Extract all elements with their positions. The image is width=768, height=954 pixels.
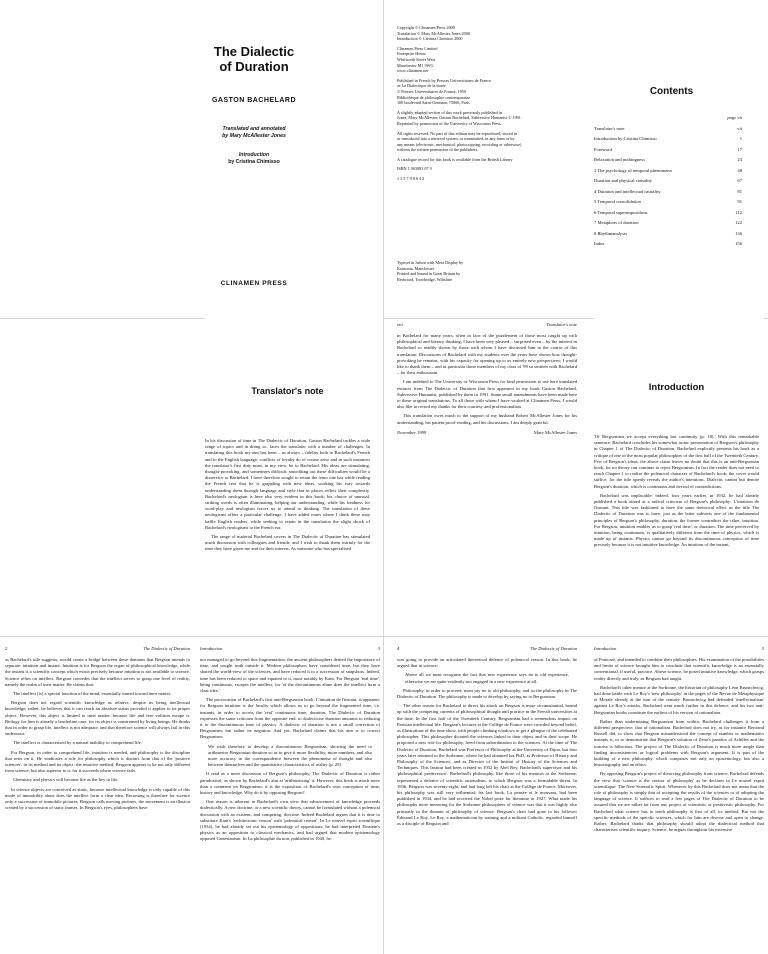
translated-line1: Translated and annotated: [222, 126, 286, 132]
running-head-left: 2: [5, 646, 8, 651]
toc-entry[interactable]: [594, 155, 742, 166]
contents-page: [594, 0, 764, 318]
body-paragraph: In science objects are conceived as static, because intellectual knowledge is only capable of this mode of immobility alone does the intellect form a clear idea. Becoming is therefore for science only a succession of immobile pictures. Bergson calls moving pictures, the movement is an illusion created by a succession of static frames. In Bergson's eyes, philosophers have: [5, 786, 190, 811]
body-paragraph: as Bachelard's title suggests, would create a bridge between these domains that Bergson intends to separate: intuition and instant. Intuition is for Bergson the organ of philosophical knowledge, while the instant is a scientific concept which exists precisely because intuition is not available to science. Science relies on intellect. Bergson concedes that the intellect serves to grasp one level of reality, namely the realm of inert matter. He claims that:: [5, 657, 190, 687]
block-quote: The intellect [is] a special function of the mind, essentially turned toward inert matter.: [13, 691, 172, 697]
toc-entry[interactable]: [594, 134, 742, 145]
contents-list: [594, 113, 742, 250]
toc-entry[interactable]: [594, 187, 742, 198]
copyright-line: © Presses Universitaires de France, 1950: [397, 88, 467, 94]
body-paragraph: One reason is inherent in Bachelard's own view that advancement of knowledge proceeds dialectically. A new doctrine, or a new scientific theory, cannot be formulated without a polemical discussion with an existent, and competing, doctrine. Indeed Bachelard argues that it is time to substitute Kant's 'architectonic reason' with 'polemical reason'. In Le nouvel esprit scientifique (1934), he had already set out his epistemology of oppositions: he had interpreted Einstein's physics as an opposition to classical mechanics, and had argued that modern epistemology opposed Cartesianism. In La philosophie du non, published in 1940, he: [200, 799, 380, 842]
copyright-line: Translation © Mary McAllester Jones 2000: [397, 30, 470, 36]
running-head: [594, 646, 764, 651]
running-head-right: 5: [761, 646, 764, 651]
translators-note-heading: Translator's note: [251, 386, 324, 396]
copyright-line: as La Dialectique de la durée: [397, 83, 446, 89]
toc-entry-page: 1: [739, 136, 742, 141]
translators-note-cont-body: [397, 333, 577, 436]
block-quote: Above all we must recognise the fact that new experience says no to old experience, otherwise we are quite evidently not engaged in a new experience at all.: [405, 672, 569, 684]
copyright-line: Copyright © Clinamen Press 2000: [397, 25, 455, 30]
toc-entry-page: 91: [737, 199, 742, 204]
toc-entry-label: Duration and physical causality: [594, 178, 653, 183]
toc-entry-page: 81: [737, 188, 742, 194]
page-body: [594, 657, 764, 945]
block-quote: Chemistry and physics will become life as the key to life.: [13, 777, 119, 783]
body-paragraph: The provocation of Bachelard's first anti-Bergsonian book, L'intuition de l'instant, is apparent: for Bergson intuition is the faculty which allows us to go beyond the fragmented time, i.e. instants, in order to access the 'real' continuous time, duration. The Dialectic of Duration expresses the same criticism from the opposite end: to dialecticise duration amounts to reducing it to the discontinuous time of physics. A dialectic of duration is not a small correction of Bergsonism, but rather its negation. And yet, Bachelard claims that his aim is to correct Bergsonism:: [200, 697, 380, 740]
printer-line: Koinonia, Manchester: [397, 265, 435, 271]
toc-entry-page: 17: [737, 146, 742, 152]
copyright-line: Enterprise House: [397, 51, 426, 57]
copyright-lines: [397, 25, 577, 182]
toc-entry-label: Index: [594, 241, 605, 246]
copyright-line: www.clinamen.net: [397, 68, 429, 74]
toc-entry-label: 6 Temporal superimpositions: [594, 209, 648, 215]
running-head-right: The Dialectic of Duration: [143, 646, 190, 651]
copyright-line: 108 boulevard Saint-Germain, 75006, Paris: [397, 100, 470, 106]
copyright-line: Whitworth Street West: [397, 56, 436, 62]
introduction-credit: [190, 152, 318, 166]
toc-entry-page: 23: [737, 157, 742, 162]
copyright-line: Clinamen Press Limited: [397, 45, 438, 51]
toc-entry-label: Introduction by Cristina Chimisso: [594, 136, 657, 141]
copyright-page: [397, 25, 577, 315]
running-head-left: viii: [397, 322, 403, 327]
toc-entry-label: 7 Metaphors of duration: [594, 220, 639, 225]
introduction-heading: Introduction: [648, 382, 705, 393]
toc-entry[interactable]: [594, 124, 742, 135]
toc-entry[interactable]: [594, 145, 742, 156]
printer-credit: [397, 260, 463, 282]
toc-entry-label: 5 Temporal consolidation: [594, 199, 641, 204]
toc-entry-page: 136: [735, 230, 742, 236]
text-page-3: [200, 646, 380, 948]
toc-entry[interactable]: [594, 208, 742, 219]
translators-note-page: [205, 318, 383, 636]
toc-entry-label: 4 Duration and intellectual causality: [594, 188, 661, 194]
author-name: GASTON BACHELARD: [211, 97, 297, 104]
note-cont-paragraph: This translation owes much to the support of my husband Robert McAllester Jones for his understanding, his patient proof-reading, and his discussions, I am deeply grateful.: [397, 413, 577, 425]
toc-entry-page: 67: [737, 178, 742, 183]
body-paragraph: Bergson does not regard scientific knowledge as relative, despite its being intellectual knowledge; rather, he believes that it can reach an absolute status provided it applies to its proper object. However, this object is limited to inert matter, because life and free volition escape it. Biology for him is already a borderline case, for its object is constrained by living beings. He thinks that in order to grasp life, intellect is not adequate, and that therefore science will always fail in this endeavour.: [5, 700, 190, 737]
introduction-paragraph: Bachelard was implacable: indeed, four years earlier, in 1932, he had already published a book aimed at a radical criticism of Bergson's philosophy: L'intuition de l'instant. This title was fashioned to have the same rhetorical effect as the title The Dialectic of Duration was to have, just as the latter subverts one of the fundamental principles of Bergson's philosophy, duration, the former contradicts the other, intuition. For Bergson, intuition enables us to grasp 'real time', or duration. The time perceived by intuition, being continuous, is qualitatively different from the time of physics, which is made up of instants. Physics cannot go beyond its discontinuous conception of time precisely because it is not intuitive knowledge. An intuition of the instant,: [594, 492, 759, 548]
body-paragraph: For Bergson, in order to comprehend life, intuition is needed, and philosophy is the discipline that rests on it. He vindicates a role for philosophy which is distinct from that of the 'positive sciences', in its method and its object: the intuitive method. Bergson appears to be not only different from science, but also superior to it, for it succeeds where science fails.: [5, 749, 190, 774]
body-paragraph: not managed to go beyond this fragmentation; the ancient philosophers denied the importance of time, and sought truth outside it. Modern philosophers have considered time, but they have shared the world-view of the sciences, and have reduced it to a succession of snapshots. Indeed, time has been reduced to space and equated to it, most notably by Kant. For Bergson 'real time', being continuous, escapes the intellect, for 'of the discontinuous alone does the intellect form a clear idea.': [200, 657, 380, 694]
introduction-paragraph: 'Of Bergsonism we accept everything but continuity (p. 18).' With this remarkable sentence, Bachelard concludes his somewhat ironic presentation of Bergson's philosophy in Chapter 1 of The Dialectic of Duration. Bachelard explicitly presents his book as a critique of one of the most popular philosophies of the first half of the Twentieth Century. Few of Bergson's ideas, the above claim leaves no doubt that this is an anti-Bergsonian book, for no theory can continue to reject Bergsonism. In fact the reader does not need to reach Chapter 1 to realise the polemical character of Bachelard's book; the cover would suffice, for the title openly reveals the author's intentions. Dialectic cannot but denote Bergson's duration, which is continuous and devoid of contradictions.: [594, 434, 759, 489]
book-title-line2: of Duration: [219, 59, 289, 74]
running-head: [397, 646, 577, 651]
running-head-right: The Dialectic of Duration: [530, 646, 577, 651]
intro-label: Introduction: [238, 152, 270, 158]
body-paragraph: Rather than undermining Bergsonism from within, Bachelard challenges it from a different perspective, that of rationalism. Bachelard does not try, as for instance Bertrand Russell did, to show that Bergson misunderstood the concept of number or mathematics instants is, or to demonstrate that Bergson's solution of Zeno's paradox of Achilles and the tortoise is fallacious. The project of The Dialectic of Duration is much more ample than finding inconsistencies or logical problems with Bergson's argument. It is part of the building of a new philosophy, which comprises not only an epistemology, but also a historiography and an ethics.: [594, 718, 764, 768]
body-paragraph: Philosophy, in order to proceed, must say no to old philosophy, and so the philosophy in The Dialectic of Duration. The philosophy is made to develop by saying no to Bergsonism.: [397, 687, 577, 700]
toc-page-header: page vii: [727, 115, 742, 120]
translators-note-body: [205, 438, 370, 628]
running-head-left: Introduction: [594, 646, 617, 651]
toc-entry[interactable]: [594, 166, 742, 177]
printer-line: Printed and bound in Great Britain by: [397, 271, 461, 277]
running-head: [200, 646, 380, 651]
toc-entry[interactable]: [594, 229, 742, 240]
introduction-body: [594, 434, 759, 630]
copyright-line: 1 3 5 7 9 8 6 4 2: [397, 176, 425, 182]
copyright-line: A slightly adapted section of this work previously published in: [397, 109, 503, 115]
running-head: [397, 322, 577, 327]
publisher-name: CLINAMEN PRESS: [220, 280, 288, 287]
note-cont-paragraph: I am indebted to The University of Wisconsin Press for kind permission to use here translated extracts from The Dialectic of Duration that first appeared in my book Gaston Bachelard, Subversive Humanist, published by them in 1991. Some small amendments have been made here to these original translations. To all those with whom I have worked at Clinamen Press, I would also like to record my thanks for their courtesy and professionalism.: [397, 379, 577, 410]
note-cont-paragraph: in Bachelard for many years, often in face of the puzzlement of those most caught up with philosophical and literary thinking, I have been very pleased – surprised even – by the interest in Bachelard so readily shown by those with whom I have discussed him in the course of this translation. Discussions of Bachelard with my students over the years have shown how thought-provoking he remains, with his capacity for opening up to us entirely new perspectives; I would like to thank them – and in particular those members of my class of '99 so smitten with Bachelard – for their enthusiasm.: [397, 333, 577, 376]
toc-entry-page: 122: [735, 220, 742, 225]
copyright-line: any means (electronic, mechanical, photocopying, recording or otherwise): [397, 141, 522, 147]
title-page: [190, 0, 383, 318]
introduction-page: [594, 318, 764, 636]
translators-note-cont-page: [397, 322, 577, 618]
toc-entry[interactable]: [594, 197, 742, 208]
block-quote: The intellect is characterised by a natural inability to comprehend life.: [13, 740, 142, 746]
page-body: [200, 657, 380, 945]
copyright-line: Reprinted by permission of the University of Wisconsin Press.: [397, 120, 502, 126]
copyright-line: Jones, Mary McAllester, Gaston Bachelard, Subversive Humanist © 1991.: [397, 115, 522, 121]
copyright-line: ISBN 1 903083 07 9: [397, 166, 432, 172]
running-head-right: Translator's note: [546, 322, 577, 327]
body-paragraph: of Poincaré, and intended to combine their philosophies. His examination of the possibilities and limits of science brought him to conclude that scientific knowledge is an essentially conventional, if useful, practice. Above science, he posed intuitive knowledge, which grasps reality directly and truly, as Bergson had taught.: [594, 657, 764, 681]
toc-entry[interactable]: [594, 176, 742, 187]
toc-entry-page: 48: [737, 167, 742, 173]
running-head-left: Introduction: [200, 646, 223, 651]
copyright-line: Bibliothèque de philosophie contemporaine: [397, 94, 471, 100]
copyright-line: All rights reserved. No part of this edition may be reproduced, stored in: [397, 130, 518, 136]
intro-by: by Cristina Chimisso: [228, 159, 280, 165]
toc-entry-label: Translator's note: [594, 125, 625, 131]
toc-entry-page: vii: [737, 125, 742, 131]
toc-page-label: [594, 113, 742, 124]
text-page-4: [397, 646, 577, 948]
printer-line: Typeset in Sabon with Meta Display by: [397, 260, 464, 265]
translators-note-paragraph: The range of material Bachelard covers in The Dialectic of Duration has stimulated much discussion with colleagues and friends, and I wish to thank them warmly for the time they have given me and for their interest. As someone who has specialised: [205, 534, 370, 552]
copyright-line: A catalogue record for this book is available from the British Library: [397, 156, 513, 162]
body-paragraph: Bachelard's other mentor at the Sorbonne, the historian of philosophy Léon Brunschvicg, had done battle with Le Roy's 'new philosophy' in the pages of the Revue de Métaphysique et Morale already at the turn of the century. Brunschvicg had defended 'intellectualism' against Le Roy's attacks. Bachelard went much further in this defence, and his two anti-Bergsonian books constitute the earliest of his version of rationalism.: [594, 684, 764, 715]
copyright-line: Introduction © Cristina Chimisso 2000: [397, 36, 463, 42]
running-head-right: 3: [377, 646, 380, 651]
toc-entry-label: Foreword: [594, 146, 612, 152]
page-body: [397, 657, 577, 945]
printer-line: Redwood, Trowbridge, Wiltshire: [397, 276, 453, 282]
toc-entry-label: 2 The psychology of temporal phenomena: [594, 167, 672, 173]
copyright-line: Manchester M1 5WG: [397, 62, 434, 68]
body-paragraph: was going to provide an articulated theoretical defence of polemical reason. In this book, he argued that in science:: [397, 657, 577, 669]
text-page-2: [5, 646, 190, 948]
book-title: [190, 44, 318, 74]
contents-heading: Contents: [649, 86, 694, 97]
body-paragraph: If read as a mere discussion of Bergson's philosophy, The Dialectic of Duration is rather paradoxical, as shown by Bachelard's aim at 'arithmetising' it. However, this book is much more than a comment on Bergsonism; it is the exposition of Bachelard's own conception of time, history and knowledge. Why do it by opposing Bergson?: [200, 771, 380, 796]
block-quote: We wish therefore to develop a discontinuous Bergsonism, showing the need to arithmetise Bergsonian duration so as to give it more flexibility, more numbers, and also more accuracy in the correspondence between the phenomena of thought and also between themselves and the quantitative characteristics of reality (p. 29).: [208, 743, 372, 768]
translator-credit: [190, 126, 318, 140]
note-signature: Mary McAllester Jones: [533, 429, 577, 435]
toc-entry[interactable]: [594, 218, 742, 229]
copyright-line: without the written permission of the publishers.: [397, 147, 479, 153]
copyright-line: Published in French by Presses Universitaires de France: [397, 77, 492, 83]
body-paragraph: The other reason for Bachelard to direct his attack on Bergson is more circumstantial, bound up with the competing currents of philosophical thought and practice in the French universities at the time. In the first half of the Twentieth Century, Bergsonism had a tremendous impact on Parisian intellectual life. Bergson's lectures at the Collège de France were crowded beyond belief, as illustrations of the time show, with people climbing windows to get a glimpse of the celebrated philosopher. This philosopher dictated the sciences linked in their object and in their scope. He proposed a new role for philosophy, freed from subordination to the sciences. At the time of The Dialectic of Duration, Bachelard was Professor of Philosophy at the University of Dijon, but four years later returned to the Sorbonne, where he had obtained his PhD, as Professor of History and Philosophy of the Sciences, and as Director of the Institut of History of the Sciences and Techniques. This Institut had been created in 1932 by Abel Rey, Bachelard's supervisor and his 'philosophical predecessor'. Bachelard's philosophy, like those of his mentors at the Sorbonne, represented a defence of scientific rationalism, to which Bergson was a formidable threat. In 1936, Bergson was seventy-eight, and had long left his chair at the Collège de France. Moreover, his philosophy was still very influential; his last book, La pensée et le mouvant, had been published in 1934, and he had received the Nobel prize for literature in 1927. What made his philosophy more menacing for the Sorbonne philosophers of science was that it was highly also primarily in the domain of philosophy of science. Bergson's chair had gone to his follower Édouard Le Roy. Le Roy, a mathematician by training and a militant Catholic, regarded himself as a disciple of Bergson and: [397, 703, 577, 827]
toc-entry[interactable]: [594, 239, 742, 250]
page-body: [5, 657, 190, 945]
book-title-line1: The Dialectic: [213, 44, 295, 59]
running-head-left: 4: [397, 646, 400, 651]
body-paragraph: By opposing Bergson's project of divorcing philosophy from science, Bachelard defends the view that 'science is the creator of philosophy' as he declares in Le nouvel esprit scientifique. The New Scientific Spirit. Whenever by this Bachelard does not mean that the role of philosophy is simply that of accepting the results of the sciences or of adopting the language of science. It suffices to read a few pages of The Dialectic of Duration to be assured that we are rather far from any project of scientistic or positivistic philosophy. For Bachelard what science has to teach philosophy is first of all, its method. But not the specific methods of the specific sciences, which for him are diverse and open to change. Rather, Bachelard thinks that philosophy should adopt the dialectical method that characterises scientific inquiry. Science, he argues throughout his extensive: [594, 771, 764, 833]
note-date: November 1999: [397, 429, 427, 435]
running-head: [5, 646, 190, 651]
text-page-5: [594, 646, 764, 948]
translators-note-paragraph: In his discussion of time in The Dialectic of Duration, Gaston Bachelard tackles a wide range of topics and in doing so, faces the translator with a number of challenges. In translating this book my aim has been – as always – fidelity both to Bachelard's French and to the English language; conflicts of loyalty do of course arise and in such instances the translator's first duty must, in my view, be to Bachelard. His ideas are stimulating, thought-provoking, and sometimes difficult: smoothing out these difficulties would be a disservice to Bachelard. I have therefore sought to retain the tenor one has while reading the French text that he is grappling with new ideas, working his way towards understanding them through language and style that in places reflect their complexity. Bachelard's neologism is here also very evident in this book; his choice of unusual, striking words is often illuminating, helping our understanding, while his fondness for word-play and neologism forces us to attend to thinking. The translation of these neologisms offers a particular challenge. I have added notes where I think these may baffle English readers, while seeking to retain in the translation the slight shock of Bachelard's neologisms to the French ear.: [205, 438, 370, 530]
toc-entry-page: 156: [735, 241, 742, 246]
translated-line2: by Mary McAllester Jones: [222, 133, 286, 139]
toc-entry-label: 8 Rhythmanalysis: [594, 230, 628, 236]
toc-entry-label: Relaxation and nothingness: [594, 157, 645, 162]
toc-entry-page: 112: [735, 209, 742, 215]
copyright-line: or introduced into a retrieval system, or transmitted, in any form or by: [397, 136, 515, 142]
